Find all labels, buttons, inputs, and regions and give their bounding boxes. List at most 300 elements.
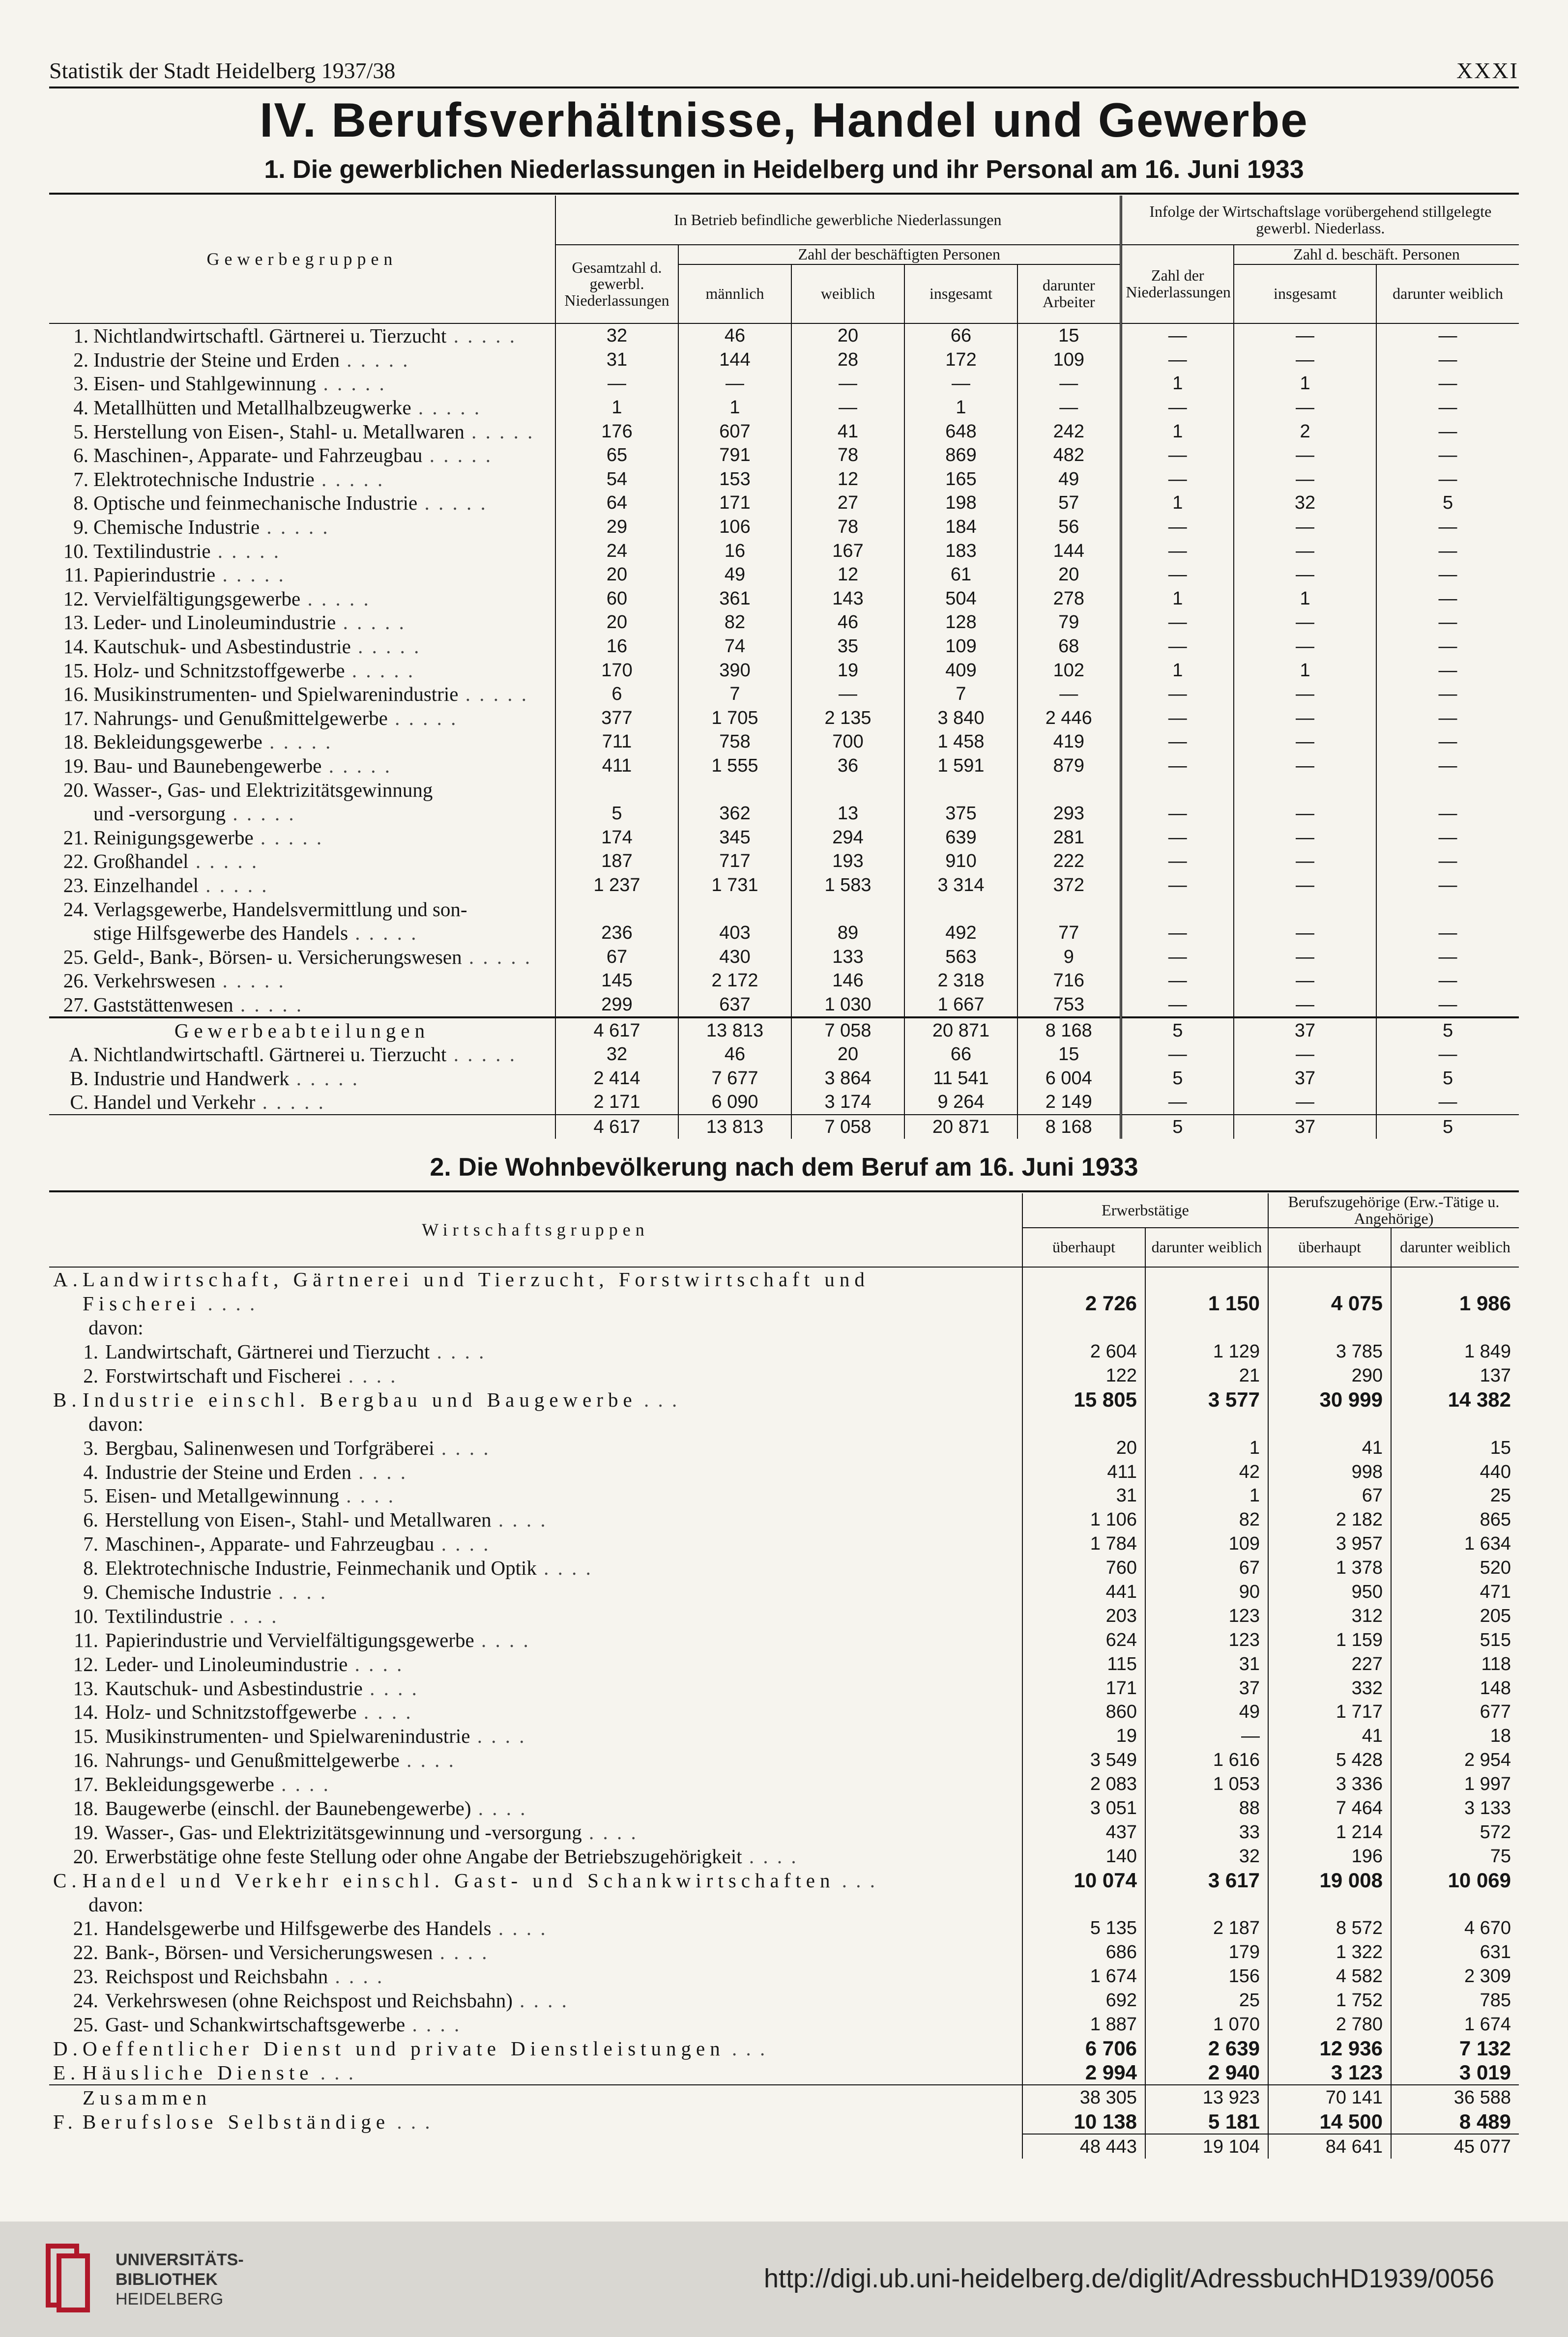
value-cell: — (1376, 610, 1519, 635)
value-cell: 1 555 (678, 754, 791, 778)
value-cell: 1 667 (904, 993, 1017, 1018)
value-cell: 2 780 (1268, 2013, 1391, 2037)
value-cell: 631 (1391, 1940, 1519, 1964)
row-number: 6. (83, 1508, 98, 1531)
table-row (49, 1724, 1519, 1748)
empty-label (49, 1115, 555, 1139)
value-cell: — (1121, 706, 1234, 730)
row-label-text: Baugewerbe (einschl. der Baunebengewerbe) (105, 1797, 471, 1820)
table-row (49, 1748, 1519, 1772)
empty-cell (1145, 1412, 1268, 1436)
leader-dots: . . . . (433, 1941, 489, 1964)
leader-dots: . . . . . (411, 396, 482, 419)
leader-dots: . . . . . (233, 993, 304, 1016)
grand-total-row (49, 2134, 1519, 2159)
value-cell: 692 (1022, 1989, 1145, 2013)
col-ueberhaupt: überhaupt (1022, 1228, 1145, 1267)
leader-dots: . . . . . (387, 706, 458, 729)
value-cell: 20 (1017, 563, 1121, 587)
row-number: 17. (63, 706, 88, 729)
value-cell: 758 (678, 730, 791, 754)
value-cell: 179 (1145, 1940, 1268, 1964)
row-number: 4. (83, 1460, 98, 1483)
value-cell: 700 (791, 730, 904, 754)
library-name-line1: UNIVERSITÄTS- (116, 2250, 244, 2269)
value-cell: 12 (791, 467, 904, 491)
row-label (49, 1652, 1022, 1676)
row-label (49, 563, 555, 587)
row-number: 12. (63, 587, 88, 610)
empty-cell (1391, 1412, 1519, 1436)
table-row (49, 1676, 1519, 1700)
row-label-text: Chemische Industrie (105, 1581, 272, 1604)
value-cell: — (1376, 443, 1519, 467)
value-cell: — (1234, 754, 1376, 778)
table-row (49, 372, 1519, 396)
library-name-line2: BIBLIOTHEK (116, 2270, 218, 2289)
row-number: 7. (73, 467, 88, 490)
row-number: 3. (73, 372, 88, 395)
value-cell: 115 (1022, 1652, 1145, 1676)
group-label (49, 2109, 1022, 2134)
value-cell: 6 090 (678, 1090, 791, 1115)
value-cell: — (1121, 1090, 1234, 1115)
row-number: 26. (63, 969, 88, 992)
value-cell: 198 (904, 491, 1017, 515)
leader-dots: . . . . (222, 1604, 279, 1627)
row-label-text: Nichtlandwirtschaftl. Gärtnerei u. Tierzucht (93, 324, 447, 347)
leader-dots: . . . . . (336, 611, 406, 634)
value-cell: — (1376, 396, 1519, 420)
leader-dots: . . . . . (255, 1091, 325, 1114)
value-cell: 361 (678, 587, 791, 611)
row-label-text: Musikinstrumenten- und Spielwarenindustrie (105, 1725, 470, 1748)
value-cell: — (1234, 635, 1376, 659)
value-cell: 1 616 (1145, 1748, 1268, 1772)
leader-dots: . . . . . (210, 539, 281, 562)
value-cell: 82 (678, 610, 791, 635)
row-label-text: Textilindustrie (93, 539, 211, 562)
empty-cell (1268, 1316, 1391, 1340)
davon-row (49, 1412, 1519, 1436)
value-cell: — (1234, 539, 1376, 563)
value-cell: — (1376, 658, 1519, 682)
row-number: 8. (83, 1557, 98, 1580)
row-label (49, 1364, 1022, 1388)
value-cell: 7 677 (678, 1066, 791, 1090)
value-cell: 170 (555, 658, 678, 682)
value-cell: 5 (555, 802, 678, 826)
value-cell: 3 051 (1022, 1796, 1145, 1820)
row-number: 15. (63, 659, 88, 682)
page-number: XXXI (1456, 58, 1519, 83)
row-number: 27. (63, 993, 88, 1016)
row-label (49, 587, 555, 611)
section2-title: 2. Die Wohnbevölkerung nach dem Beruf am 16. Juni 1933 (430, 1153, 1138, 1182)
col-insgesamt: insgesamt (904, 264, 1017, 323)
value-cell: 1 731 (678, 873, 791, 897)
table-row (49, 945, 1519, 969)
value-cell: — (1376, 682, 1519, 706)
value-cell: 8 489 (1391, 2109, 1519, 2134)
value-cell: — (1376, 515, 1519, 539)
empty-cell (1268, 1892, 1391, 1916)
value-cell: 20 871 (904, 1017, 1017, 1042)
row-label-text: Leder- und Linoleumindustrie (93, 611, 336, 634)
table-row (49, 1364, 1519, 1388)
value-cell: 1 378 (1268, 1556, 1391, 1580)
leader-dots: . . . . (201, 1292, 257, 1315)
empty-cell (1145, 1316, 1268, 1340)
empty-cell (1234, 778, 1376, 802)
value-cell: 9 (1017, 945, 1121, 969)
value-cell: 33 (1145, 1820, 1268, 1844)
empty-cell (555, 897, 678, 921)
row-label (49, 467, 555, 491)
table-row (49, 1580, 1519, 1604)
value-cell: 2 171 (555, 1090, 678, 1115)
value-cell: 13 813 (678, 1017, 791, 1042)
leader-dots: . . . . . (446, 1043, 517, 1066)
value-cell: 362 (678, 802, 791, 826)
value-cell: 46 (678, 323, 791, 348)
col-group-berufszugehoerige: Berufszugehörige (Erw.-Tätige u. Angehörige) (1268, 1193, 1519, 1228)
value-cell: 28 (791, 348, 904, 372)
row-label (49, 1604, 1022, 1628)
value-cell: 716 (1017, 969, 1121, 993)
row-label-text: Musikinstrumenten- und Spielwarenindustrie (93, 683, 459, 706)
table-row (49, 419, 1519, 443)
value-cell: 32 (1234, 491, 1376, 515)
value-cell: 299 (555, 993, 678, 1018)
davon-label: davon: (88, 1316, 144, 1339)
section2-top-rule (49, 1190, 1519, 1192)
leader-dots: . . . . (351, 1460, 407, 1483)
row-label (49, 1340, 1022, 1364)
row-label (49, 1508, 1022, 1532)
empty-cell (1376, 897, 1519, 921)
row-label (49, 396, 555, 420)
business-establishments-table (49, 196, 1519, 1139)
value-cell: — (1376, 635, 1519, 659)
value-cell: 20 (555, 610, 678, 635)
col-insgesamt-still: insgesamt (1234, 264, 1376, 323)
value-cell: 36 (791, 754, 904, 778)
value-cell: 82 (1145, 1508, 1268, 1532)
empty-cell (904, 778, 1017, 802)
value-cell: 167 (791, 539, 904, 563)
value-cell: 3 864 (791, 1066, 904, 1090)
value-cell: — (555, 372, 678, 396)
table-row (49, 1796, 1519, 1820)
row-label-text: Industrie der Steine und Erden (93, 348, 340, 371)
value-cell: 2 954 (1391, 1748, 1519, 1772)
value-cell: — (1234, 873, 1376, 897)
davon-row (49, 1316, 1519, 1340)
row-number: 14. (73, 1701, 98, 1724)
value-cell: 1 (1121, 658, 1234, 682)
table-row-continued (49, 921, 1519, 945)
value-cell: 196 (1268, 1844, 1391, 1868)
leader-dots: . . . . (491, 1508, 548, 1531)
row-number: 9. (73, 516, 88, 539)
row-label (49, 491, 555, 515)
value-cell: 20 (1022, 1436, 1145, 1460)
value-cell: — (1121, 467, 1234, 491)
value-cell: 89 (791, 921, 904, 945)
row-label-text: Herstellung von Eisen-, Stahl- u. Metallwaren (93, 420, 465, 443)
value-cell: — (1234, 348, 1376, 372)
value-cell: 21 (1145, 1364, 1268, 1388)
table-row (49, 443, 1519, 467)
group-letter: A. (53, 1268, 83, 1291)
value-cell: — (1234, 802, 1376, 826)
table-row (49, 825, 1519, 849)
row-label (49, 1460, 1022, 1484)
table-row (49, 1940, 1519, 1964)
col-group-zahl-beschaeftigte: Zahl d. beschäft. Personen (1234, 245, 1519, 264)
value-cell: 176 (555, 419, 678, 443)
empty-label (49, 2134, 1022, 2159)
table-row (49, 323, 1519, 348)
value-cell: 753 (1017, 993, 1121, 1018)
value-cell: 42 (1145, 1460, 1268, 1484)
value-cell: — (1121, 443, 1234, 467)
group-label (49, 2037, 1022, 2061)
table-row (49, 1604, 1519, 1628)
row-label (49, 969, 555, 993)
row-number: 3. (83, 1436, 98, 1459)
value-cell: 78 (791, 515, 904, 539)
row-label-text: Herstellung von Eisen-, Stahl- und Metallwaren (105, 1508, 492, 1531)
row-label (49, 873, 555, 897)
value-cell: 2 604 (1022, 1340, 1145, 1364)
table-row (49, 897, 1519, 921)
library-footer (0, 2222, 1568, 2337)
value-cell: 865 (1391, 1508, 1519, 1532)
group-row (49, 2060, 1519, 2085)
row-label (49, 658, 555, 682)
value-cell: 430 (678, 945, 791, 969)
row-label-text: Handel und Verkehr (93, 1091, 256, 1114)
source-url-link[interactable]: http://digi.ub.uni-heidelberg.de/diglit/AdressbuchHD1939/0056 (763, 2264, 1494, 2293)
row-label-text: Eisen- und Metallgewinnung (105, 1484, 339, 1507)
value-cell: 1 674 (1022, 1964, 1145, 1989)
row-label-text: Industrie der Steine und Erden (105, 1460, 351, 1483)
value-cell: 5 (1121, 1066, 1234, 1090)
value-cell: 1 (555, 396, 678, 420)
row-number: 21. (73, 1917, 98, 1940)
row-number: 10. (73, 1604, 98, 1627)
empty-cell (1145, 1267, 1268, 1292)
row-number: 17. (73, 1773, 98, 1796)
value-cell: 144 (678, 348, 791, 372)
value-cell: 67 (1145, 1556, 1268, 1580)
value-cell: 172 (904, 348, 1017, 372)
value-cell: 20 (791, 1042, 904, 1067)
header-rule (49, 87, 1519, 88)
table-row (49, 467, 1519, 491)
value-cell: — (1121, 921, 1234, 945)
table-row (49, 1844, 1519, 1868)
leader-dots: . . . . (470, 1725, 526, 1748)
value-cell: 24 (555, 539, 678, 563)
empty-cell (1391, 1316, 1519, 1340)
row-number: 11. (64, 563, 88, 586)
row-label-continued (49, 802, 555, 826)
leader-dots: . . . . . (215, 563, 286, 586)
value-cell: 1 717 (1268, 1700, 1391, 1724)
leader-dots: . . . . (274, 1773, 330, 1796)
table-row (49, 1700, 1519, 1724)
leader-dots: . . . . (430, 1340, 486, 1363)
zusammen-row (49, 2085, 1519, 2109)
value-cell: 2 639 (1145, 2037, 1268, 2061)
value-cell: 60 (555, 587, 678, 611)
row-label-text: Großhandel (93, 850, 189, 873)
value-cell: 3 123 (1268, 2060, 1391, 2085)
table-row (49, 396, 1519, 420)
value-cell: 32 (555, 323, 678, 348)
row-number: 20. (63, 778, 88, 801)
value-cell: 12 (791, 563, 904, 587)
value-cell: 1 (1121, 372, 1234, 396)
value-cell: 2 309 (1391, 1964, 1519, 1989)
abteilung-row (49, 1042, 1519, 1067)
value-cell: 5 428 (1268, 1748, 1391, 1772)
table-row (49, 587, 1519, 611)
value-cell: 36 588 (1391, 2085, 1519, 2109)
value-cell: 607 (678, 419, 791, 443)
abteilungen-total-row (49, 1017, 1519, 1042)
empty-cell (555, 778, 678, 802)
value-cell: 677 (1391, 1700, 1519, 1724)
value-cell: — (791, 682, 904, 706)
row-label (49, 1916, 1022, 1940)
value-cell: 1 (1234, 372, 1376, 396)
value-cell: — (1234, 945, 1376, 969)
value-cell: 74 (678, 635, 791, 659)
value-cell: 8 572 (1268, 1916, 1391, 1940)
value-cell: 411 (1022, 1460, 1145, 1484)
row-number: 4. (73, 396, 88, 419)
value-cell: — (1234, 396, 1376, 420)
value-cell: 332 (1268, 1676, 1391, 1700)
row-number: C. (70, 1091, 88, 1114)
group-row (49, 2109, 1519, 2134)
value-cell: 46 (791, 610, 904, 635)
group-letter: F. (53, 2110, 78, 2134)
value-cell: 312 (1268, 1604, 1391, 1628)
table-row (49, 1340, 1519, 1364)
table-row (49, 491, 1519, 515)
library-name (116, 2250, 244, 2309)
running-title: Statistik der Stadt Heidelberg 1937/38 (49, 58, 396, 83)
value-cell: 5 (1121, 1017, 1234, 1042)
leader-dots: . . . . . (226, 802, 296, 825)
row-label (49, 515, 555, 539)
row-number: 14. (63, 635, 88, 658)
value-cell: — (1376, 921, 1519, 945)
value-cell: 128 (904, 610, 1017, 635)
value-cell: 3 133 (1391, 1796, 1519, 1820)
table-row (49, 348, 1519, 372)
value-cell: 19 (791, 658, 904, 682)
value-cell: 3 785 (1268, 1340, 1391, 1364)
value-cell: 242 (1017, 419, 1121, 443)
value-cell: 1 887 (1022, 2013, 1145, 2037)
leader-dots: . . . . (348, 1652, 404, 1675)
value-cell: 75 (1391, 1844, 1519, 1868)
value-cell: — (1017, 372, 1121, 396)
value-cell: 1 986 (1391, 1292, 1519, 1316)
value-cell: 403 (678, 921, 791, 945)
row-label-text: Verkehrswesen (ohne Reichspost und Reichsbahn) (105, 1989, 513, 2012)
value-cell: — (1376, 1090, 1519, 1115)
row-label (49, 1820, 1022, 1844)
leader-dots: . . . . . (316, 372, 386, 395)
row-label (49, 323, 555, 348)
group-label-text: Berufslose Selbständige (83, 2110, 390, 2134)
value-cell: 2 182 (1268, 1508, 1391, 1532)
leader-dots: . . . . . (458, 683, 528, 706)
value-cell: 12 936 (1268, 2037, 1391, 2061)
value-cell: 1 237 (555, 873, 678, 897)
value-cell: 3 840 (904, 706, 1017, 730)
group-label (49, 1267, 1022, 1292)
value-cell: — (1234, 515, 1376, 539)
empty-cell (1391, 1892, 1519, 1916)
value-cell: — (1121, 563, 1234, 587)
row-label-text: Textilindustrie (105, 1604, 223, 1627)
section1-title: 1. Die gewerblichen Niederlassungen in Heidelberg und ihr Personal am 16. Juni 1933 (264, 155, 1304, 184)
table-row (49, 1484, 1519, 1508)
value-cell: 2 318 (904, 969, 1017, 993)
row-label (49, 1066, 555, 1090)
abteilung-row (49, 1066, 1519, 1090)
leader-dots: . . . . (742, 1845, 798, 1868)
value-cell: 686 (1022, 1940, 1145, 1964)
row-number: 2. (73, 348, 88, 371)
value-cell: 78 (791, 443, 904, 467)
value-cell: 1 583 (791, 873, 904, 897)
value-cell: — (1121, 610, 1234, 635)
row-label-text: Bergbau, Salinenwesen und Torfgräberei (105, 1436, 435, 1459)
value-cell: 3 957 (1268, 1532, 1391, 1556)
empty-cell (1268, 1412, 1391, 1436)
value-cell: 7 (678, 682, 791, 706)
row-label-text: stige Hilfsgewerbe des Handels (93, 922, 348, 945)
value-cell: 437 (1022, 1820, 1145, 1844)
leader-dots: . . . . (434, 1436, 491, 1459)
row-label-text: Vervielfältigungsgewerbe (93, 587, 301, 610)
value-cell: 153 (678, 467, 791, 491)
value-cell: 31 (555, 348, 678, 372)
row-label-text: Eisen- und Stahlgewinnung (93, 372, 317, 395)
value-cell: 4 617 (555, 1017, 678, 1042)
population-by-occupation-table (49, 1193, 1519, 2159)
value-cell: — (1121, 969, 1234, 993)
value-cell: 67 (555, 945, 678, 969)
value-cell: 19 104 (1145, 2134, 1268, 2159)
value-cell: 227 (1268, 1652, 1391, 1676)
value-cell: 3 549 (1022, 1748, 1145, 1772)
row-label (49, 539, 555, 563)
running-header (49, 54, 1519, 84)
value-cell: 440 (1391, 1460, 1519, 1484)
value-cell: — (1121, 682, 1234, 706)
value-cell: 13 923 (1145, 2085, 1268, 2109)
